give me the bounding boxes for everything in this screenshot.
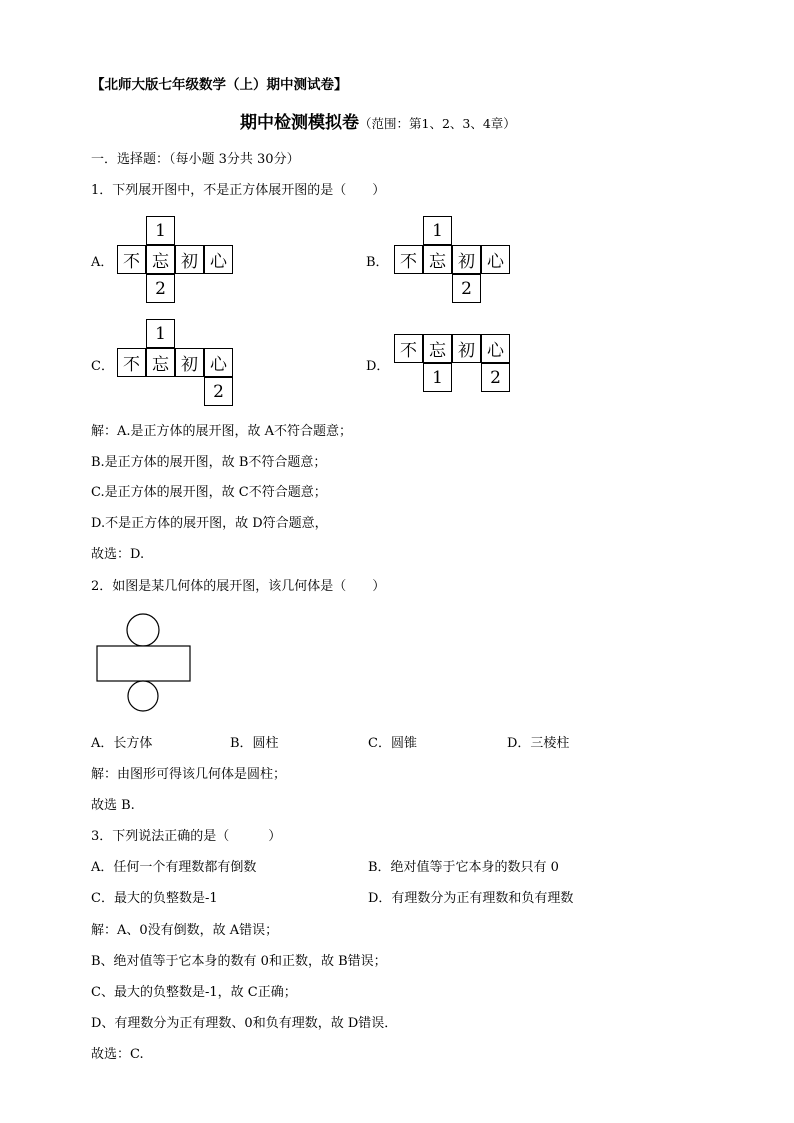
option-d-label: D． <box>366 359 390 374</box>
net-a-cell: 1 <box>146 216 175 245</box>
q3-solution-line: C、最大的负整数是-1，故 C正确； <box>91 985 297 1000</box>
net-b-cell: 心 <box>481 245 510 274</box>
q1-solution-line: C.是正方体的展开图，故 C不符合题意； <box>91 485 327 500</box>
cylinder-net-figure <box>95 612 195 712</box>
option-a-label: A． <box>91 255 114 270</box>
net-b-cell: 忘 <box>423 245 452 274</box>
net-c-cell: 初 <box>175 348 204 377</box>
question-2-stem: 2．如图是某几何体的展开图，该几何体是（ ） <box>91 579 386 594</box>
net-a-cell: 心 <box>204 245 233 274</box>
top-circle <box>127 614 159 646</box>
net-b-cell: 初 <box>452 245 481 274</box>
net-a-cell: 2 <box>146 274 175 303</box>
q2-solution-line: 解：由图形可得该几何体是圆柱； <box>91 767 287 782</box>
section-heading: 一．选择题：（每小题 3分共 30分） <box>91 152 300 167</box>
net-d-cell: 初 <box>452 334 481 363</box>
net-b-cell: 1 <box>423 216 452 245</box>
question-1-stem: 1．下列展开图中，不是正方体展开图的是（ ） <box>91 183 386 198</box>
title-range: （范围：第1、2、3、4章） <box>359 116 516 131</box>
net-d-cell: 心 <box>481 334 510 363</box>
q2-option-d: D．三棱柱 <box>507 736 570 751</box>
page-title <box>240 114 516 133</box>
net-c-cell: 不 <box>117 348 146 377</box>
net-d-cell: 忘 <box>423 334 452 363</box>
net-c-cell: 2 <box>204 377 233 406</box>
net-d-cell: 不 <box>394 334 423 363</box>
q1-solution-line: 解：A.是正方体的展开图，故 A不符合题意； <box>91 424 353 439</box>
net-c-cell: 心 <box>204 348 233 377</box>
q1-solution-line: D.不是正方体的展开图，故 D符合题意， <box>91 516 328 531</box>
option-c-label: C． <box>91 359 114 374</box>
net-c-cell: 忘 <box>146 348 175 377</box>
exam-header: 【北师大版七年级数学（上）期中测试卷】 <box>91 77 348 93</box>
net-b-cell: 不 <box>394 245 423 274</box>
q3-option-d: D．有理数分为正有理数和负有理数 <box>368 891 574 906</box>
q3-option-c: C．最大的负整数是-1 <box>91 891 218 906</box>
question-3-stem: 3．下列说法正确的是（ ） <box>91 829 282 844</box>
q3-solution-line: 解：A、0没有倒数，故 A错误； <box>91 923 279 938</box>
bottom-circle <box>128 681 158 711</box>
option-b-label: B． <box>366 255 389 270</box>
net-a-cell: 忘 <box>146 245 175 274</box>
net-c-cell: 1 <box>146 319 175 348</box>
net-d-cell: 1 <box>423 363 452 392</box>
q1-solution-line: B.是正方体的展开图，故 B不符合题意； <box>91 455 327 470</box>
q3-solution-line: 故选：C. <box>91 1047 144 1062</box>
net-a-cell: 不 <box>117 245 146 274</box>
q2-option-c: C．圆锥 <box>368 736 417 751</box>
q3-solution-line: B、绝对值等于它本身的数有 0和正数，故 B错误； <box>91 954 387 969</box>
net-b-cell: 2 <box>452 274 481 303</box>
q2-option-a: A．长方体 <box>91 736 153 751</box>
q1-solution-line: 故选：D. <box>91 547 145 562</box>
q2-solution-line: 故选 B. <box>91 798 135 813</box>
side-rectangle <box>97 646 190 681</box>
q3-solution-line: D、有理数分为正有理数、0和负有理数，故 D错误． <box>91 1016 398 1031</box>
q3-option-a: A．任何一个有理数都有倒数 <box>91 860 257 875</box>
title-main: 期中检测模拟卷 <box>240 113 359 133</box>
net-d-cell: 2 <box>481 363 510 392</box>
net-a-cell: 初 <box>175 245 204 274</box>
q2-option-b: B．圆柱 <box>230 736 279 751</box>
q3-option-b: B．绝对值等于它本身的数只有 0 <box>368 860 559 875</box>
